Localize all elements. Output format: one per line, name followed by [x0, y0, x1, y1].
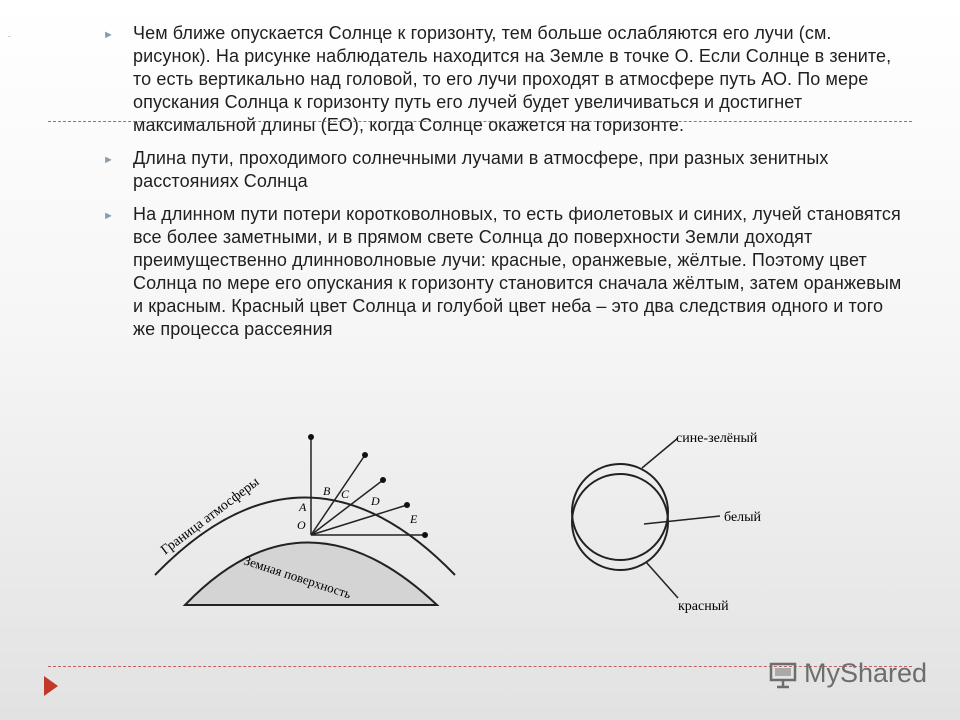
label-a: A [299, 500, 307, 514]
leader-line-bottom [646, 562, 678, 598]
label-e: E [410, 512, 418, 526]
label-blue-green: сине-зелёный [676, 431, 758, 446]
sun-color-discs-diagram [560, 420, 800, 620]
sun-point-zenith [308, 434, 314, 440]
label-b: B [323, 484, 331, 498]
watermark-logo [768, 654, 928, 694]
leader-line-top [642, 438, 678, 468]
bullet-item-3 [103, 203, 903, 341]
ray-d [311, 505, 407, 535]
atmosphere-boundary-label: Граница атмосферы [158, 474, 263, 559]
bullet-text-2: Длина пути, проходимого солнечными лучами в атмосфере, при разных зенитных расстояниях Солнца [133, 148, 829, 191]
label-o: O [297, 518, 306, 532]
watermark-text: MyShared [804, 658, 928, 688]
sun-point-e [422, 532, 428, 538]
bullet-marker-icon: ► [103, 210, 114, 222]
label-red: красный [678, 599, 729, 614]
bullet-text-3: На длинном пути потери коротковолновых, то есть фиолетовых и синих, лучей становятся все более заметными, и в прямом свете Солнца до поверхности Земли доходят преимущественно длинноволновые лучи: красные, оранжевые, жёлтые. Поэтому цвет Солнца по мере его опускания к горизонту становится сначала жёлтым, затем оранжевым и красным. Красный цвет Солнца и голубой цвет неба – это два следствия одного и того же процесса рассеяния [133, 204, 902, 339]
bullet-marker-icon: ► [103, 29, 114, 41]
label-c: C [341, 487, 350, 501]
bullet-list [103, 22, 903, 351]
sun-point-b [362, 452, 368, 458]
sun-point-d [404, 502, 410, 508]
divider-top [48, 121, 912, 122]
bullet-item-2 [103, 147, 903, 193]
stray-dot: . [8, 30, 11, 39]
bullet-item-1 [103, 22, 903, 137]
next-slide-arrow-icon[interactable] [44, 676, 58, 696]
sun-point-c [380, 477, 386, 483]
disc-red [572, 474, 668, 570]
leader-line-middle [644, 516, 720, 524]
bullet-marker-icon: ► [103, 154, 114, 166]
disc-blue-green [572, 464, 668, 560]
atmosphere-path-diagram [145, 425, 465, 610]
ray-b [311, 455, 365, 535]
presentation-icon [768, 658, 800, 690]
bullet-text-1: Чем ближе опускается Солнце к горизонту, тем больше ослабляются его лучи (см. рисунок). На рисунке наблюдатель находится на Земле в точке О. Если Солнце в зените, то есть вертикально над головой, то его лучи проходят в атмосфере путь АО. По мере опускания Солнца к горизонту путь его лучей будет увеличиваться и достигнет максимальной длины (ЕО), когда Солнце окажется на горизонте. [133, 23, 892, 135]
label-d: D [371, 494, 380, 508]
earth-surface-label: Земная поверхность [242, 552, 354, 602]
label-white: белый [724, 510, 762, 525]
